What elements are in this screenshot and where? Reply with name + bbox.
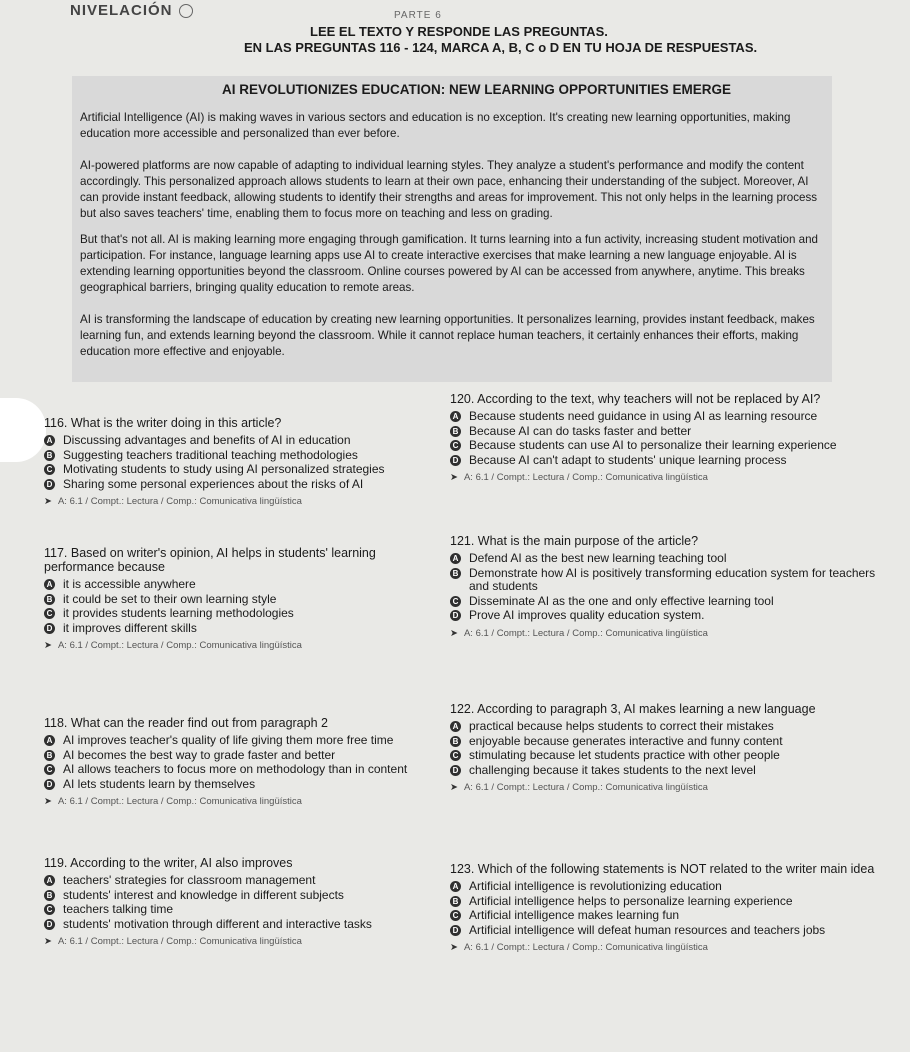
arrow-icon: ➤: [450, 782, 458, 793]
option-b-icon: B: [450, 736, 461, 747]
option-b[interactable]: B Suggesting teachers traditional teaching methodologies: [44, 449, 424, 463]
reading-passage: [72, 76, 832, 382]
option-a[interactable]: A Artificial intelligence is revolutionizing education: [450, 880, 890, 894]
option-a-icon: A: [44, 875, 55, 886]
question-122: [450, 702, 880, 793]
option-b[interactable]: B students' interest and knowledge in different subjects: [44, 889, 434, 903]
paragraph-1: Artificial Intelligence (AI) is making waves in various sectors and education is no exception. It's creating new learning opportunities, making education more accessible and personalized than ever before.: [80, 111, 791, 140]
competency-ref: ➤ A: 6.1 / Compt.: Lectura / Comp.: Comunicativa lingüística: [44, 496, 302, 507]
option-b-icon: B: [44, 594, 55, 605]
option-d[interactable]: D students' motivation through different and interactive tasks: [44, 918, 434, 932]
option-c-icon: C: [450, 910, 461, 921]
arrow-icon: ➤: [44, 496, 52, 507]
arrow-icon: ➤: [44, 640, 52, 651]
option-c-icon: C: [450, 596, 461, 607]
option-c[interactable]: C AI allows teachers to focus more on methodology than in content: [44, 763, 434, 777]
option-c[interactable]: C stimulating because let students practice with other people: [450, 749, 880, 763]
question-118: [44, 716, 434, 807]
option-a[interactable]: A teachers' strategies for classroom management: [44, 874, 434, 888]
question-title: 120. According to the text, why teachers will not be replaced by AI?: [450, 392, 821, 406]
option-d[interactable]: D Sharing some personal experiences about the risks of AI: [44, 478, 424, 492]
option-a[interactable]: A Because students need guidance in using AI as learning resource: [450, 410, 870, 424]
option-c[interactable]: C teachers talking time: [44, 903, 434, 917]
question-title: 116. What is the writer doing in this article?: [44, 416, 282, 430]
option-c-icon: C: [450, 440, 461, 451]
option-a[interactable]: A practical because helps students to correct their mistakes: [450, 720, 880, 734]
option-a-icon: A: [450, 553, 461, 564]
competency-ref: ➤ A: 6.1 / Compt.: Lectura / Comp.: Comunicativa lingüística: [44, 936, 302, 947]
option-b-icon: B: [44, 450, 55, 461]
option-d-icon: D: [44, 779, 55, 790]
option-c[interactable]: C Artificial intelligence makes learning fun: [450, 909, 890, 923]
question-title: 123. Which of the following statements is NOT related to the writer main idea: [450, 862, 875, 876]
brand-mark-icon: [179, 4, 193, 18]
arrow-icon: ➤: [450, 472, 458, 483]
option-d-icon: D: [450, 765, 461, 776]
option-c-icon: C: [44, 764, 55, 775]
paragraph-3: But that's not all. AI is making learning more engaging through gamification. It turns learning into a fun activity, increasing student motivation and participation. For instance, language learning apps use AI to create interactive exercises that make learning a new language enjoyable. AI is extending learning opportunities beyond the classroom. Online courses powered by AI can be accessed from anywhere, anytime. This breaks geographical barriers, bringing quality education to remote areas.: [80, 233, 818, 294]
question-123: [450, 862, 890, 953]
option-c-icon: C: [44, 464, 55, 475]
paragraph-4: AI is transforming the landscape of education by creating new learning opportunities. It personalizes learning, provides instant feedback, makes learning fun, and extends learning beyond the classroom. While it cannot replace human teachers, it certainly enhances their efforts, making education more effective and enjoyable.: [80, 313, 815, 358]
section-label: PARTE 6: [394, 10, 442, 21]
option-b-icon: B: [44, 750, 55, 761]
option-c[interactable]: C Because students can use AI to personalize their learning experience: [450, 439, 870, 453]
option-d[interactable]: D it improves different skills: [44, 622, 404, 636]
option-b[interactable]: B it could be set to their own learning style: [44, 593, 404, 607]
option-d[interactable]: D challenging because it takes students to the next level: [450, 764, 880, 778]
option-b[interactable]: B Demonstrate how AI is positively transforming education system for teachers and students: [450, 567, 880, 594]
competency-ref: ➤ A: 6.1 / Compt.: Lectura / Comp.: Comunicativa lingüística: [450, 782, 708, 793]
option-d-icon: D: [44, 623, 55, 634]
arrow-icon: ➤: [450, 942, 458, 953]
question-117: [44, 546, 404, 651]
option-d-icon: D: [44, 479, 55, 490]
option-b[interactable]: B AI becomes the best way to grade faster and better: [44, 749, 434, 763]
page-header: [0, 0, 910, 82]
option-a-icon: A: [450, 721, 461, 732]
page-edge-shape: [0, 398, 46, 462]
option-c-icon: C: [450, 750, 461, 761]
competency-ref: ➤ A: 6.1 / Compt.: Lectura / Comp.: Comunicativa lingüística: [450, 627, 708, 639]
option-b-icon: B: [44, 890, 55, 901]
option-c[interactable]: C it provides students learning methodologies: [44, 607, 404, 621]
option-c[interactable]: C Disseminate AI as the one and only effective learning tool: [450, 595, 880, 609]
option-a[interactable]: A Discussing advantages and benefits of AI in education: [44, 434, 424, 448]
paragraph-2: AI-powered platforms are now capable of adapting to individual learning styles. They analyze a student's performance and modify the content accordingly. This personalized approach allows students to learn at their own pace, enhancing their understanding of the subject. Moreover, AI can provide instant feedback, allowing students to identify their strengths and areas for improvement. This not only helps in the learning process but also saves teachers' time, enabling them to focus more on teaching and less on grading.: [80, 159, 818, 220]
brand-logo: NIVELACIÓN: [70, 2, 193, 19]
competency-ref: ➤ A: 6.1 / Compt.: Lectura / Comp.: Comunicativa lingüística: [450, 942, 708, 953]
option-a-icon: A: [44, 435, 55, 446]
question-title: 122. According to paragraph 3, AI makes learning a new language: [450, 702, 816, 716]
option-b[interactable]: B Because AI can do tasks faster and better: [450, 425, 870, 439]
option-b[interactable]: B enjoyable because generates interactive and funny content: [450, 735, 880, 749]
question-116: [44, 416, 424, 507]
option-a-icon: A: [450, 881, 461, 892]
question-121: [450, 534, 880, 639]
option-a-icon: A: [44, 735, 55, 746]
option-a[interactable]: A Defend AI as the best new learning teaching tool: [450, 552, 880, 566]
option-a-icon: A: [450, 411, 461, 422]
option-d[interactable]: D Prove AI improves quality education system.: [450, 609, 880, 623]
option-b[interactable]: B Artificial intelligence helps to personalize learning experience: [450, 895, 890, 909]
option-d-icon: D: [44, 919, 55, 930]
option-c-icon: C: [44, 608, 55, 619]
option-c[interactable]: C Motivating students to study using AI personalized strategies: [44, 463, 424, 477]
option-c-icon: C: [44, 904, 55, 915]
competency-ref: ➤ A: 6.1 / Compt.: Lectura / Comp.: Comunicativa lingüística: [450, 472, 708, 483]
option-d-icon: D: [450, 455, 461, 466]
option-a-icon: A: [44, 579, 55, 590]
option-a[interactable]: A it is accessible anywhere: [44, 578, 404, 592]
question-title: 117. Based on writer's opinion, AI helps in students' learning performance because: [44, 546, 376, 574]
option-d[interactable]: D Because AI can't adapt to students' unique learning process: [450, 454, 870, 468]
competency-ref: ➤ A: 6.1 / Compt.: Lectura / Comp.: Comunicativa lingüística: [44, 640, 302, 651]
arrow-icon: ➤: [44, 796, 52, 807]
option-d[interactable]: D Artificial intelligence will defeat human resources and teachers jobs: [450, 924, 890, 938]
option-b-icon: B: [450, 568, 461, 579]
option-d[interactable]: D AI lets students learn by themselves: [44, 778, 434, 792]
question-title: 118. What can the reader find out from paragraph 2: [44, 716, 328, 730]
option-d-icon: D: [450, 925, 461, 936]
question-title: 121. What is the main purpose of the article?: [450, 534, 699, 548]
reading-title: AI REVOLUTIONIZES EDUCATION: NEW LEARNING OPPORTUNITIES EMERGE: [222, 82, 732, 97]
question-120: [450, 392, 870, 483]
question-title: 119. According to the writer, AI also improves: [44, 856, 293, 870]
option-d-icon: D: [450, 610, 461, 621]
arrow-icon: ➤: [450, 627, 458, 639]
arrow-icon: ➤: [44, 936, 52, 947]
option-b-icon: B: [450, 896, 461, 907]
instruction-line-1: LEE EL TEXTO Y RESPONDE LAS PREGUNTAS.: [310, 24, 608, 39]
competency-ref: ➤ A: 6.1 / Compt.: Lectura / Comp.: Comunicativa lingüística: [44, 796, 302, 807]
question-119: [44, 856, 434, 947]
instruction-line-2: EN LAS PREGUNTAS 116 - 124, MARCA A, B, C o D EN TU HOJA DE RESPUESTAS.: [244, 40, 758, 55]
option-a[interactable]: A AI improves teacher's quality of life giving them more free time: [44, 734, 434, 748]
option-b-icon: B: [450, 426, 461, 437]
